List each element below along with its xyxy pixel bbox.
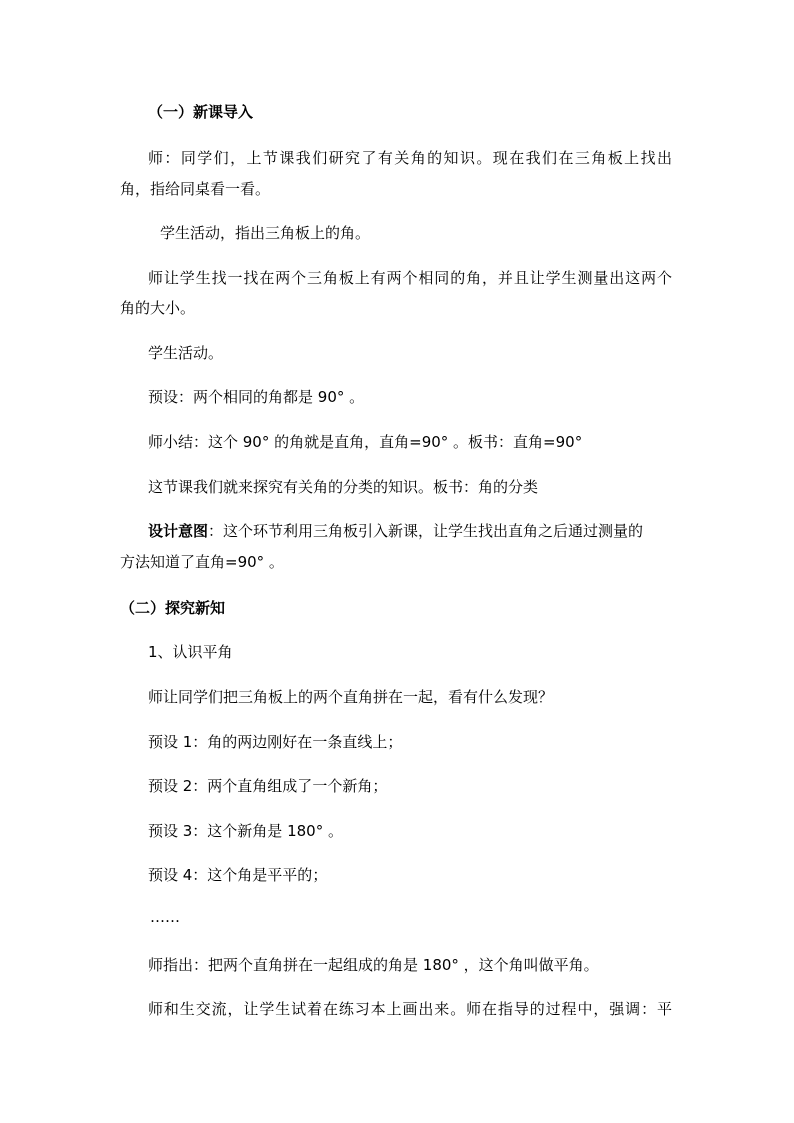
paragraph-student-activity-2: 学生活动。 [148,344,224,362]
subheading-straight-angle: 1、认识平角 [148,643,233,661]
preset-item-3: 预设 3：这个新角是 180° 。 [148,822,343,840]
paragraph-find-angles-line2: 角的大小。 [120,299,196,317]
paragraph-classification-intro: 这节课我们就来探究有关角的分类的知识。板书：角的分类 [148,478,539,496]
paragraph-design-intent-line2: 方法知道了直角=90° 。 [120,553,284,571]
paragraph-straight-angle-definition: 师指出：把两个直角拼在一起组成的角是 180° ，这个角叫做平角。 [148,956,599,974]
paragraph-combine-triangles: 师让同学们把三角板上的两个直角拼在一起，看有什么发现？ [148,688,554,706]
paragraph-find-angles-line1: 师让学生找一找在两个三角板上有两个相同的角，并且让学生测量出这两个 [148,269,672,287]
preset-item-4: 预设 4：这个角是平平的； [148,866,328,884]
ellipsis: …… [150,908,180,926]
paragraph-design-intent-line1 [148,520,643,542]
paragraph-teacher-intro-line1: 师：同学们，上节课我们研究了有关角的知识。现在我们在三角板上找出 [148,149,672,167]
design-intent-text: ：这个环节利用三角板引入新课，让学生找出直角之后通过测量的 [208,522,644,540]
paragraph-teacher-student-exchange: 师和生交流，让学生试着在练习本上画出来。师在指导的过程中，强调：平 [148,1000,672,1018]
paragraph-student-activity: 学生活动，指出三角板上的角。 [160,224,371,242]
preset-item-2: 预设 2：两个直角组成了一个新角； [148,777,388,795]
preset-item-1: 预设 1：角的两边刚好在一条直线上； [148,733,403,751]
design-intent-label: 设计意图 [148,522,209,540]
section-heading-new-lesson: （一）新课导入 [148,103,254,121]
section-heading-explore: （二）探究新知 [120,599,226,617]
paragraph-preset-90: 预设：两个相同的角都是 90° 。 [148,388,365,406]
paragraph-teacher-intro-line2: 角，指给同桌看一看。 [120,180,271,198]
paragraph-summary-right-angle: 师小结：这个 90° 的角就是直角，直角=90° 。板书：直角=90° [148,433,583,451]
